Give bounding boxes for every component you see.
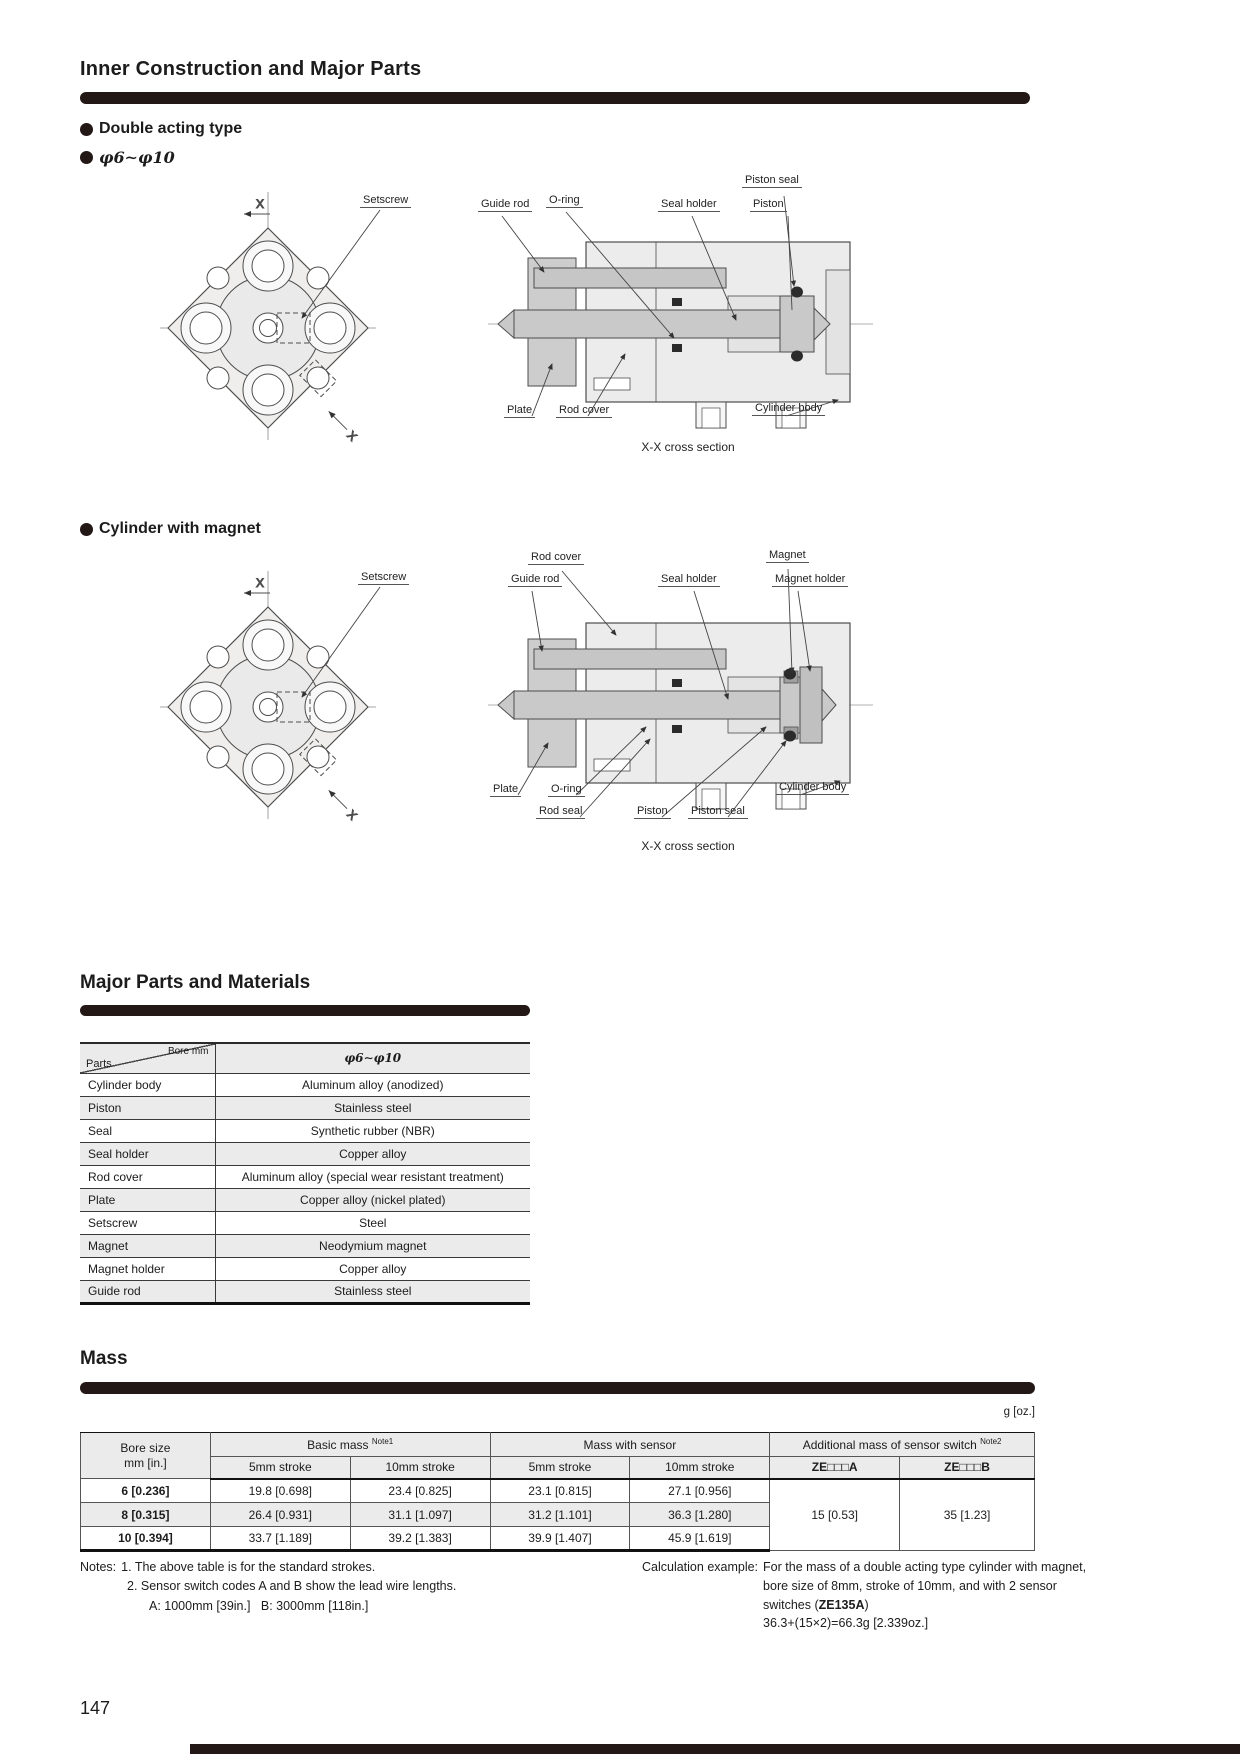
parts-row [80, 1211, 530, 1234]
note2-ref: Note2 [980, 1437, 1002, 1446]
ze-a-header: ZE□□□A [770, 1457, 900, 1479]
label-o-ring: O-ring [546, 194, 583, 208]
mass-table [80, 1432, 1035, 1552]
section-heading: Cylinder with magnet [99, 520, 261, 537]
part-name: Seal [80, 1119, 215, 1142]
bore-value: 10 [0.394] [81, 1527, 211, 1551]
label-seal-holder: Seal holder [658, 573, 720, 587]
note1-ref: Note1 [371, 1437, 394, 1446]
part-name: Cylinder body [80, 1073, 215, 1096]
mass-value: 33.7 [1.189] [210, 1527, 350, 1551]
sensor-5mm-header: 5mm stroke [490, 1457, 630, 1479]
x-axis-label-top: X [255, 197, 264, 211]
ze-b-header: ZE□□□B [900, 1457, 1035, 1479]
label-cylinder-body: Cylinder body [776, 781, 849, 795]
part-name: Setscrew [80, 1211, 215, 1234]
double-acting-drawing [80, 170, 1030, 482]
part-material: Copper alloy [215, 1257, 530, 1280]
bore-value: 6 [0.236] [81, 1479, 211, 1503]
bullet-icon [80, 523, 93, 536]
calc-line-2: bore size of 8mm, stroke of 10mm, and with 2 sensor [763, 1578, 1057, 1593]
mass-value: 19.8 [0.698] [210, 1479, 350, 1503]
bullet-icon [80, 151, 93, 164]
label-rod-cover: Rod cover [528, 551, 584, 565]
label-piston-seal: Piston seal [742, 174, 802, 188]
mass-row [81, 1479, 1035, 1503]
part-material: Aluminum alloy (anodized) [215, 1073, 530, 1096]
mass-value: 23.4 [0.825] [350, 1479, 490, 1503]
part-material: Stainless steel [215, 1096, 530, 1119]
mass-header-row-1 [81, 1433, 1035, 1457]
section-heading: Double acting type [99, 120, 243, 137]
basic-5mm-header: 5mm stroke [210, 1457, 350, 1479]
mass-unit-label: g [oz.] [1003, 1406, 1035, 1418]
cross-section-caption: X-X cross section [641, 839, 735, 853]
calc-line-1: For the mass of a double acting type cylinder with magnet, [763, 1560, 1087, 1574]
label-piston: Piston [750, 198, 787, 212]
section-with-magnet [80, 520, 261, 538]
basic-10mm-header: 10mm stroke [350, 1457, 490, 1479]
calc-formula: 36.3+(15×2)=66.3g [2.339oz.] [763, 1616, 929, 1631]
calc-line-3: switches (ZE135A) [763, 1597, 869, 1612]
calc-model-code: ZE135A [818, 1597, 865, 1612]
label-plate: Plate [490, 783, 521, 797]
mass-header-row-2 [81, 1457, 1035, 1479]
part-material: Copper alloy (nickel plated) [215, 1188, 530, 1211]
parts-row [80, 1096, 530, 1119]
label-piston-seal: Piston seal [688, 805, 748, 819]
part-material: Synthetic rubber (NBR) [215, 1119, 530, 1142]
page-title: Inner Construction and Major Parts [80, 58, 422, 80]
part-material: Aluminum alloy (special wear resistant treatment) [215, 1165, 530, 1188]
parts-row [80, 1257, 530, 1280]
bore-range-label: φ6∼φ10 [99, 148, 175, 167]
x-axis-label-bottom: X [344, 428, 360, 444]
corner-bore-label: Bore mm [167, 1046, 209, 1057]
basic-mass-header: Basic mass $^{Note1}$ [210, 1433, 490, 1457]
diagram-with-magnet [80, 545, 1030, 875]
section-double-acting [80, 120, 242, 138]
sensor-10mm-header: 10mm stroke [630, 1457, 770, 1479]
page-number: 147 [80, 1698, 111, 1718]
label-piston: Piston [634, 805, 671, 819]
part-material: Neodymium magnet [215, 1234, 530, 1257]
bore-size-header-line1: Bore size [120, 1440, 171, 1455]
label-magnet: Magnet [766, 549, 809, 563]
part-material: Stainless steel [215, 1280, 530, 1303]
label-seal-holder: Seal holder [658, 198, 720, 212]
additional-mass-header: Additional mass of sensor switch $^{Note2}$ [770, 1433, 1035, 1457]
note-2-continued: A: 1000mm [39in.] B: 3000mm [118in.] [149, 1598, 369, 1613]
part-material: Steel [215, 1211, 530, 1234]
mass-value: 27.1 [0.956] [630, 1479, 770, 1503]
notes-prefix: Notes: [80, 1560, 117, 1574]
footer-bar [190, 1744, 1240, 1754]
parts-row [80, 1119, 530, 1142]
parts-row [80, 1234, 530, 1257]
parts-header-row [80, 1043, 530, 1073]
label-guide-rod: Guide rod [478, 198, 532, 212]
mass-value: 45.9 [1.619] [630, 1527, 770, 1551]
x-axis-label-bottom: X [344, 807, 360, 823]
label-setscrew: Setscrew [360, 194, 411, 208]
label-o-ring: O-ring [548, 783, 585, 797]
part-name: Plate [80, 1188, 215, 1211]
additional-mass-a: 15 [0.53] [770, 1479, 900, 1551]
parts-row [80, 1188, 530, 1211]
corner-cell [80, 1043, 215, 1073]
note-2: 2. Sensor switch codes A and B show the lead wire lengths. [127, 1579, 457, 1594]
parts-row [80, 1142, 530, 1165]
mass-section-title: Mass [80, 1348, 128, 1369]
parts-row [80, 1073, 530, 1096]
mass-value: 31.2 [1.101] [490, 1503, 630, 1527]
part-name: Seal holder [80, 1142, 215, 1165]
notes-block [80, 1558, 456, 1616]
bore-value: 8 [0.315] [81, 1503, 211, 1527]
label-rod-cover: Rod cover [556, 404, 612, 418]
diagram-double-acting [80, 170, 1030, 482]
parts-rule [80, 1005, 530, 1016]
part-name: Guide rod [80, 1280, 215, 1303]
mass-rule [80, 1382, 1035, 1394]
bore-size-header-line2: mm [in.] [124, 1455, 167, 1470]
label-magnet-holder: Magnet holder [772, 573, 848, 587]
cross-section-caption: X-X cross section [641, 440, 735, 454]
parts-materials-table [80, 1042, 530, 1305]
part-name: Piston [80, 1096, 215, 1119]
label-rod-seal: Rod seal [536, 805, 585, 819]
part-material: Copper alloy [215, 1142, 530, 1165]
label-plate: Plate [504, 404, 535, 418]
mass-value: 39.2 [1.383] [350, 1527, 490, 1551]
mass-value: 39.9 [1.407] [490, 1527, 630, 1551]
calc-label: Calculation example: [642, 1560, 759, 1574]
mass-value: 26.4 [0.931] [210, 1503, 350, 1527]
section-bore-range [80, 148, 175, 167]
bore-column-header: φ6∼φ10 [215, 1043, 530, 1073]
part-name: Magnet [80, 1234, 215, 1257]
parts-row [80, 1165, 530, 1188]
calculation-example-block [642, 1558, 1108, 1633]
note-1: 1. The above table is for the standard strokes. [121, 1560, 376, 1574]
label-guide-rod: Guide rod [508, 573, 562, 587]
mass-value: 23.1 [0.815] [490, 1479, 630, 1503]
additional-mass-b: 35 [1.23] [900, 1479, 1035, 1551]
bullet-icon [80, 123, 93, 136]
title-rule [80, 92, 1030, 104]
mass-value: 36.3 [1.280] [630, 1503, 770, 1527]
part-name: Magnet holder [80, 1257, 215, 1280]
part-name: Rod cover [80, 1165, 215, 1188]
bore-size-header [81, 1433, 211, 1479]
mass-value: 31.1 [1.097] [350, 1503, 490, 1527]
mass-with-sensor-header: Mass with sensor [490, 1433, 770, 1457]
label-cylinder-body: Cylinder body [752, 402, 825, 416]
parts-section-title: Major Parts and Materials [80, 972, 311, 993]
with-magnet-drawing [80, 545, 1030, 875]
corner-parts-label: Parts [86, 1057, 112, 1070]
x-axis-label-top: X [255, 576, 264, 590]
parts-row [80, 1280, 530, 1303]
label-setscrew: Setscrew [358, 571, 409, 585]
